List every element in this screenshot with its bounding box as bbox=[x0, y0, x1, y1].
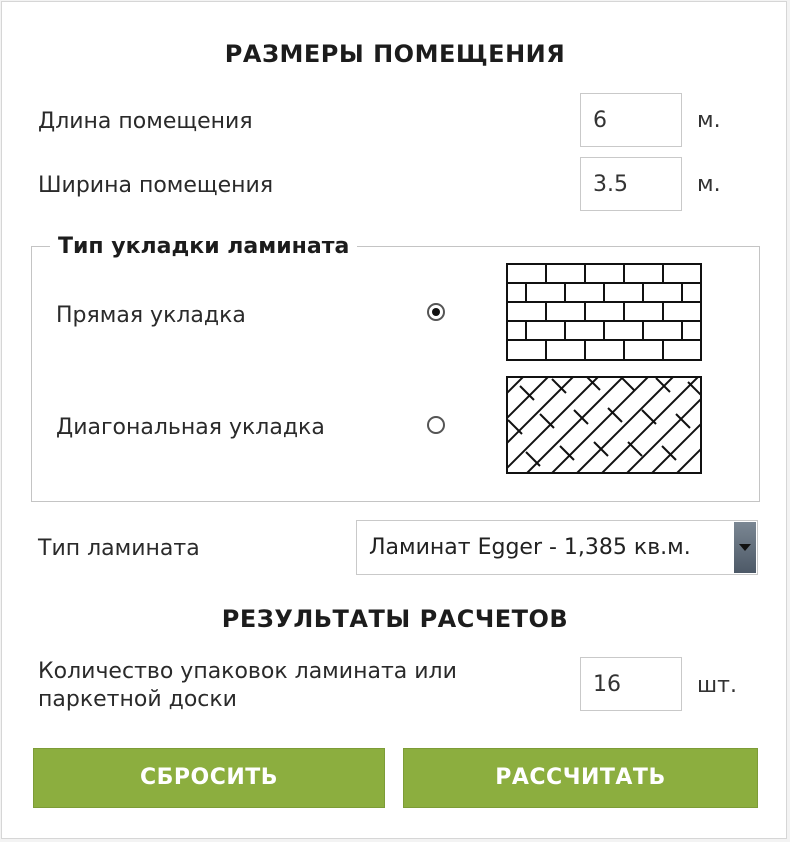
diagonal-laying-radio[interactable] bbox=[427, 416, 445, 434]
calculate-button[interactable]: РАССЧИТАТЬ bbox=[403, 748, 758, 808]
packs-label-line2: паркетной доски bbox=[38, 687, 237, 712]
room-length-input[interactable] bbox=[580, 93, 682, 147]
brick-pattern-icon bbox=[506, 263, 702, 361]
room-length-label: Длина помещения bbox=[38, 109, 253, 134]
laminate-selected-value: Ламинат Egger - 1,385 кв.м. bbox=[369, 535, 691, 560]
room-length-unit: м. bbox=[697, 108, 721, 133]
laminate-type-select[interactable] bbox=[356, 520, 758, 575]
diagonal-laying-label: Диагональная укладка bbox=[56, 415, 325, 440]
laminate-type-label: Тип ламината bbox=[38, 536, 200, 561]
chevron-down-icon[interactable] bbox=[734, 522, 756, 573]
straight-laying-radio[interactable] bbox=[427, 303, 445, 321]
room-size-title: РАЗМЕРЫ ПОМЕЩЕНИЯ bbox=[224, 40, 566, 68]
room-width-label: Ширина помещения bbox=[38, 173, 274, 198]
packs-unit: шт. bbox=[697, 673, 737, 698]
room-width-input[interactable] bbox=[580, 157, 682, 211]
radio-selected-dot bbox=[432, 308, 440, 316]
results-title: РЕЗУЛЬТАТЫ РАСЧЕТОВ bbox=[221, 605, 569, 633]
reset-button[interactable]: СБРОСИТЬ bbox=[33, 748, 385, 808]
straight-laying-label: Прямая укладка bbox=[56, 303, 246, 328]
laying-type-legend: Тип укладки ламината bbox=[58, 234, 350, 259]
room-width-unit: м. bbox=[697, 172, 721, 197]
diagonal-pattern-icon bbox=[506, 376, 702, 474]
packs-label-line1: Количество упаковок ламината или bbox=[38, 659, 457, 684]
packs-count-field[interactable] bbox=[580, 657, 682, 711]
